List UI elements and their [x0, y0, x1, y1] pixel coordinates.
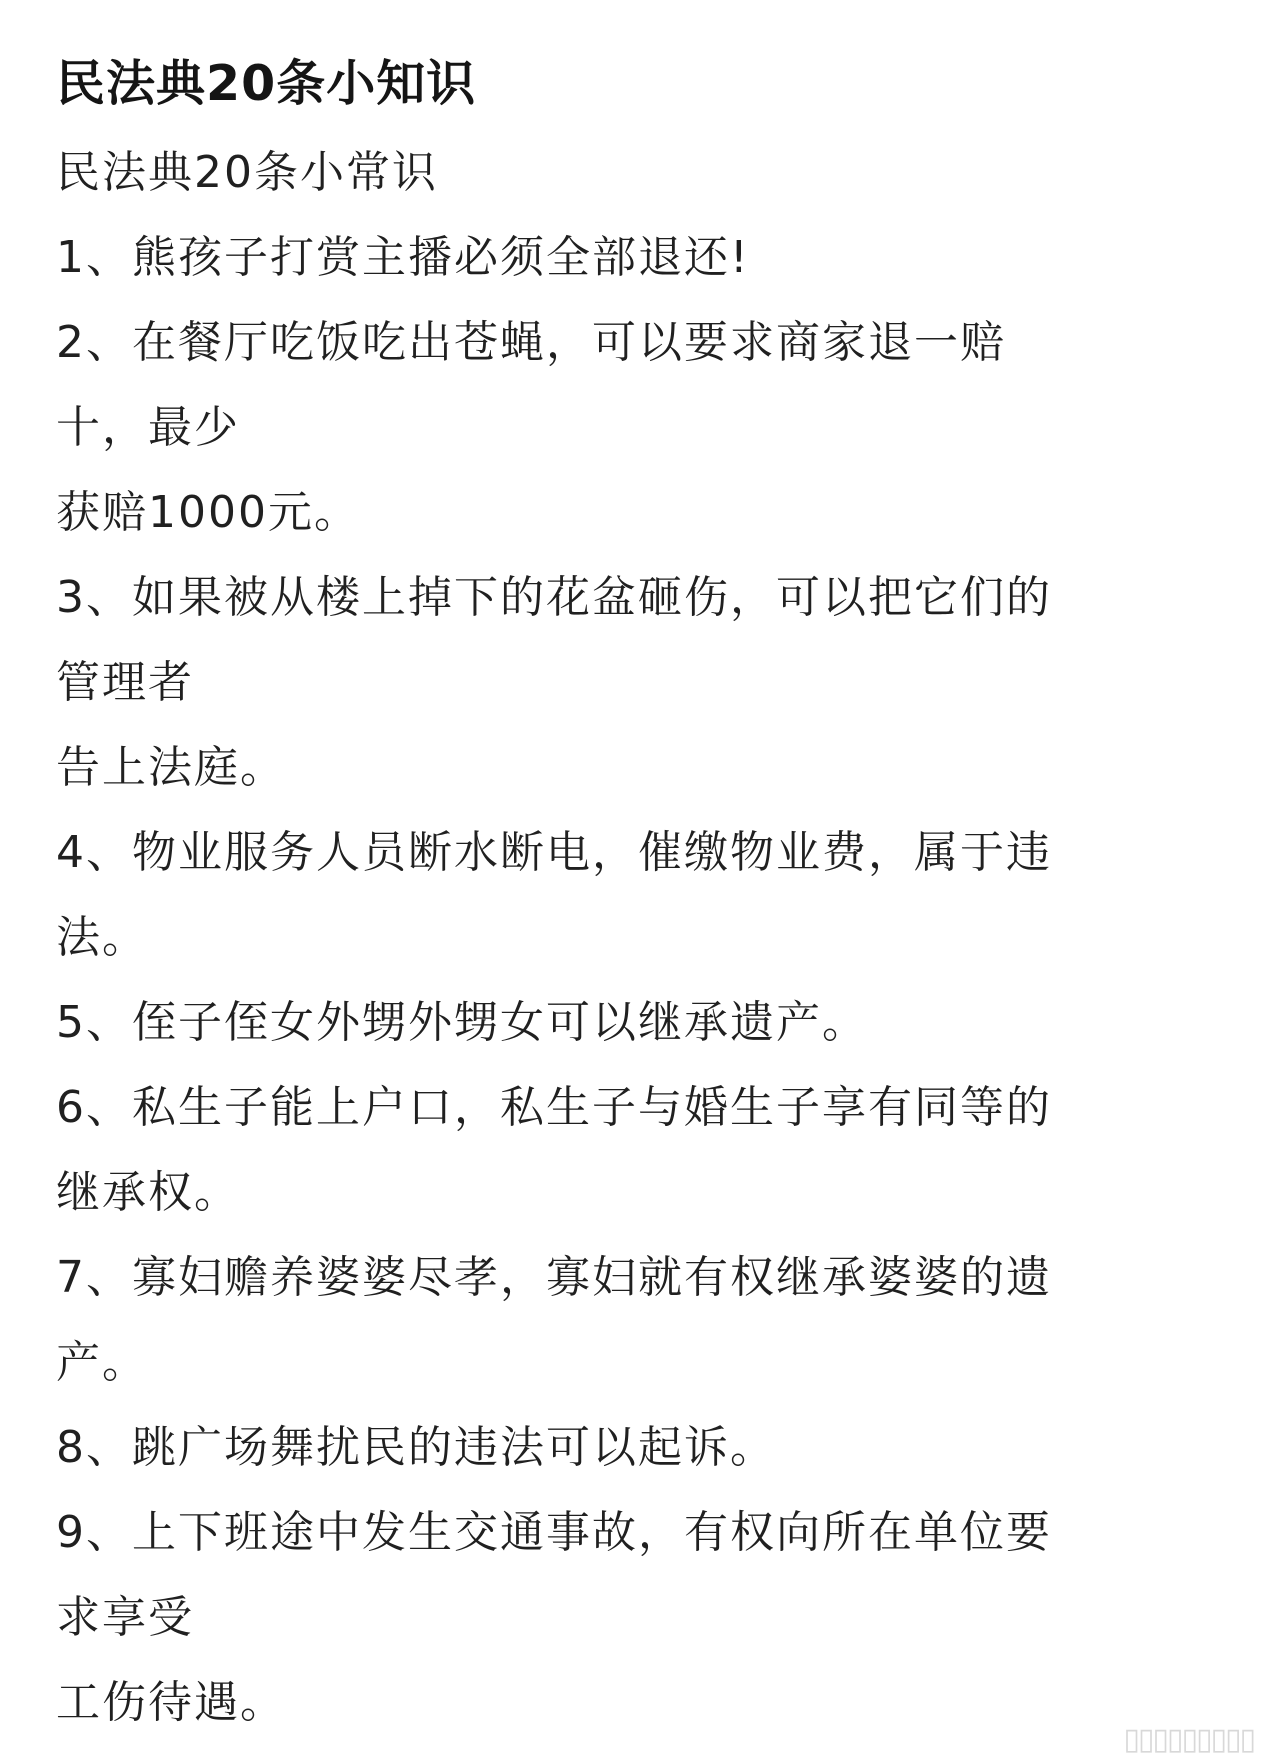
text-line: 1、熊孩子打赏主播必须全部退还! — [56, 232, 750, 283]
text-line: 4、物业服务人员断水断电，催缴物业费，属于违 — [56, 827, 1052, 878]
text-line: 告上法庭。 — [56, 742, 286, 793]
text-line: 求享受 — [56, 1592, 194, 1643]
text-line: 管理者 — [56, 657, 194, 708]
text-line: 9、上下班途中发生交通事故，有权向所在单位要 — [56, 1507, 1052, 1558]
document-page — [56, 44, 1236, 1745]
text-line: 2、在餐厅吃饭吃出苍蝇，可以要求商家退一赔 — [56, 317, 1006, 368]
text-line: 3、如果被从楼上掉下的花盆砸伤，可以把它们的 — [56, 572, 1052, 623]
text-line: 法。 — [56, 912, 148, 963]
text-line: 8、跳广场舞扰民的违法可以起诉。 — [56, 1422, 776, 1473]
text-line: 十，最少 — [56, 402, 240, 453]
subtitle-line: 民法典20条小常识 — [56, 147, 438, 198]
text-line: 工伤待遇。 — [56, 1677, 286, 1728]
document-title: 民法典20条小知识 — [56, 55, 477, 112]
text-line: 获赔1000元。 — [56, 487, 360, 538]
text-line: 6、私生子能上户口，私生子与婚生子享有同等的 — [56, 1082, 1052, 1133]
text-line: 7、寡妇赡养婆婆尽孝，寡妇就有权继承婆婆的遗 — [56, 1252, 1052, 1303]
text-line: 5、侄子侄女外甥外甥女可以继承遗产。 — [56, 997, 868, 1048]
watermark-text: ▯▯▯▯▯▯▯▯▯ — [1123, 1721, 1254, 1757]
text-line: 产。 — [56, 1337, 148, 1388]
text-line: 继承权。 — [56, 1167, 240, 1218]
document-body — [56, 130, 1236, 1745]
